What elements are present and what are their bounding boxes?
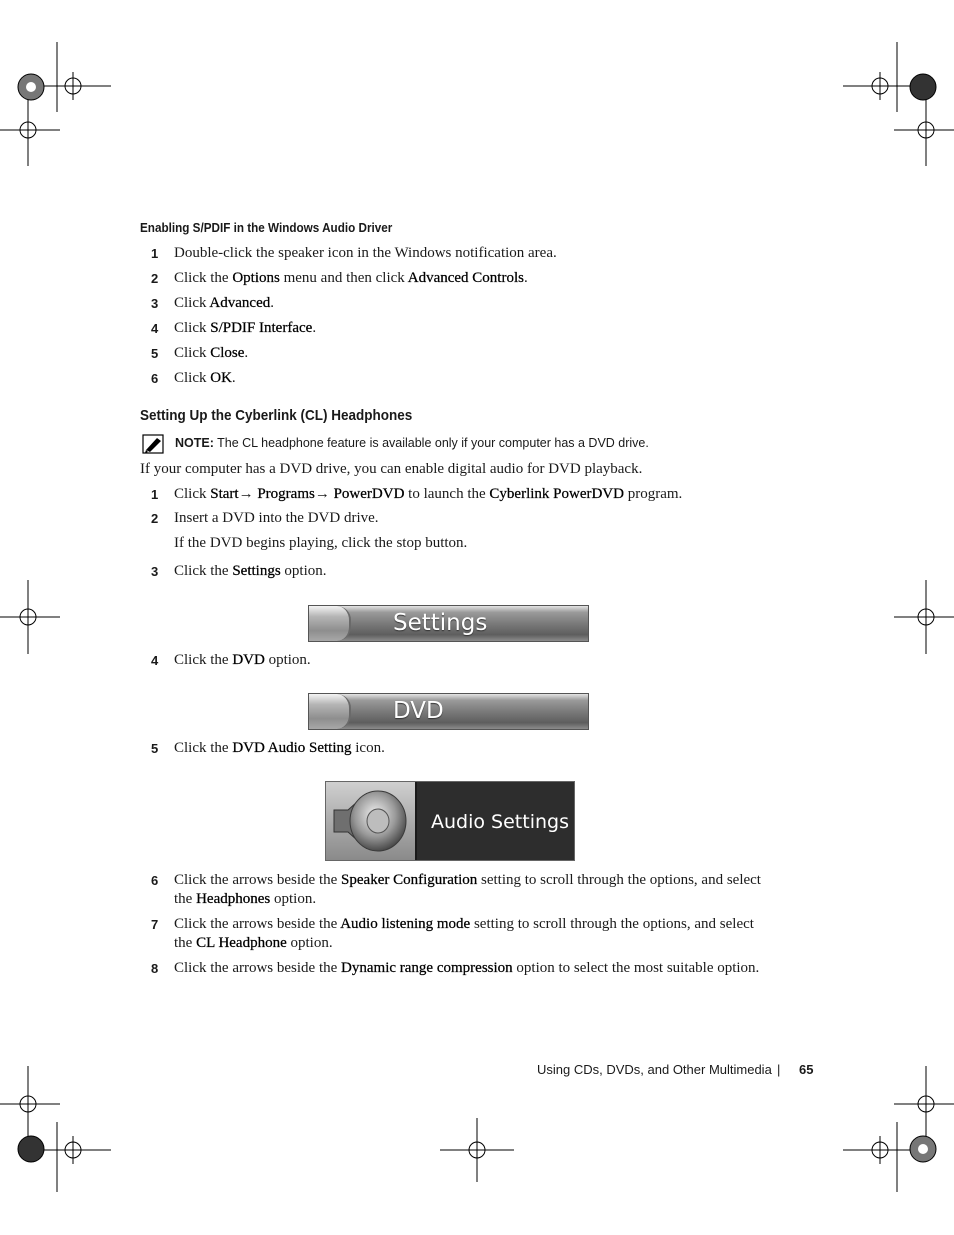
step-number: 3 bbox=[151, 296, 159, 311]
section-heading-headphones: Setting Up the Cyberlink (CL) Headphones bbox=[140, 407, 413, 424]
step-text bbox=[174, 509, 764, 528]
footer-chapter: Using CDs, DVDs, and Other Multimedia bbox=[537, 1062, 772, 1077]
ui-term: Headphones bbox=[196, 891, 271, 907]
step-text-run: → bbox=[314, 486, 334, 502]
step-text-run: option to select the most suitable option. bbox=[512, 960, 760, 976]
ui-term: Programs bbox=[257, 486, 315, 502]
section-heading-spdif: Enabling S/PDIF in the Windows Audio Driver bbox=[140, 220, 393, 235]
step-text-run: Click the bbox=[174, 270, 233, 286]
note-pencil-icon bbox=[142, 434, 164, 454]
ui-term: PowerDVD bbox=[333, 486, 405, 502]
step-text-run: Click bbox=[174, 370, 211, 386]
step-text bbox=[174, 959, 764, 978]
step-text-run: Click bbox=[174, 486, 211, 502]
step-text bbox=[174, 739, 764, 758]
step-number: 7 bbox=[151, 917, 159, 932]
ui-term: DVD Audio Setting bbox=[232, 740, 352, 756]
page-number: 65 bbox=[799, 1062, 814, 1077]
step-text-run: → bbox=[238, 486, 258, 502]
dvd-label: DVD bbox=[393, 698, 444, 724]
step-text bbox=[174, 915, 764, 953]
ui-term: Dynamic range compression bbox=[341, 960, 513, 976]
step-text-run: . bbox=[231, 370, 236, 386]
step-text-run: . bbox=[244, 345, 249, 361]
step-text bbox=[174, 534, 764, 553]
ui-term: Advanced Controls bbox=[407, 270, 524, 286]
step-number: 6 bbox=[151, 371, 159, 386]
step-text bbox=[174, 344, 764, 363]
step-text-run: Click the bbox=[174, 563, 233, 579]
ui-term: Speaker Configuration bbox=[341, 872, 478, 888]
step-text-run: Click the arrows beside the bbox=[174, 916, 341, 932]
step-text-run: Double-click the speaker icon in the Windows notification area. bbox=[174, 245, 557, 261]
step-number: 4 bbox=[151, 321, 159, 336]
dvd-button-image bbox=[308, 693, 589, 730]
ui-term: OK bbox=[210, 370, 232, 386]
step-text bbox=[174, 485, 764, 504]
step-number: 4 bbox=[151, 653, 159, 668]
step-text bbox=[174, 294, 764, 313]
note-text: NOTE: The CL headphone feature is available only if your computer has a DVD drive. bbox=[175, 436, 649, 450]
step-text bbox=[174, 651, 764, 670]
step-text-run: option. bbox=[270, 891, 317, 907]
settings-label: Settings bbox=[393, 610, 488, 636]
step-text-run: Insert a DVD into the DVD drive. bbox=[174, 510, 379, 526]
step-number: 3 bbox=[151, 564, 159, 579]
ui-term: S/PDIF Interface bbox=[210, 320, 313, 336]
ui-term: Options bbox=[232, 270, 280, 286]
step-text-run: menu and then click bbox=[279, 270, 408, 286]
ui-term: CL Headphone bbox=[196, 935, 287, 951]
step-text-run: Click the bbox=[174, 652, 233, 668]
step-text-run: Click the arrows beside the bbox=[174, 872, 342, 888]
step-text-run: . bbox=[523, 270, 528, 286]
step-text-run: Click the bbox=[174, 740, 233, 756]
step-number: 5 bbox=[151, 741, 159, 756]
step-number: 1 bbox=[151, 487, 159, 502]
ui-term: Settings bbox=[232, 563, 281, 579]
step-number: 1 bbox=[151, 246, 159, 261]
audio-settings-label: Audio Settings bbox=[431, 811, 569, 833]
step-text bbox=[174, 319, 764, 338]
step-text bbox=[174, 562, 764, 581]
ui-term: Cyberlink PowerDVD bbox=[489, 486, 624, 502]
step-text-run: Click bbox=[174, 345, 211, 361]
step-text-run: option. bbox=[286, 935, 333, 951]
step-text-run: program. bbox=[623, 486, 683, 502]
step-text-run: . bbox=[270, 295, 274, 311]
step-number: 6 bbox=[151, 873, 159, 888]
step-text-run: option. bbox=[264, 652, 311, 668]
step-text bbox=[174, 369, 764, 388]
ui-term: Audio listening mode bbox=[340, 916, 471, 932]
step-text bbox=[174, 244, 764, 263]
step-number: 5 bbox=[151, 346, 159, 361]
step-text bbox=[174, 871, 764, 909]
step-text-run: Click the arrows beside the bbox=[174, 960, 342, 976]
step-number: 8 bbox=[151, 961, 159, 976]
step-text-run: Click bbox=[174, 320, 211, 336]
audio-settings-image bbox=[325, 781, 575, 861]
step-text-run: setting to scroll through the options, and select the bbox=[174, 872, 761, 907]
step-text bbox=[174, 269, 764, 288]
ui-term: DVD bbox=[232, 652, 265, 668]
step-text-run: to launch the bbox=[404, 486, 490, 502]
step-text-run: icon. bbox=[351, 740, 385, 756]
footer-separator: | bbox=[777, 1062, 781, 1077]
speaker-icon bbox=[326, 782, 415, 860]
step-text-run: Click bbox=[174, 295, 210, 311]
step-text-run: setting to scroll through the options, and select the bbox=[174, 916, 754, 951]
step-text-run: option. bbox=[280, 563, 327, 579]
ui-term: Start bbox=[210, 486, 239, 502]
settings-button-image bbox=[308, 605, 589, 642]
step-number: 2 bbox=[151, 511, 159, 526]
ui-term: Advanced bbox=[209, 295, 271, 311]
step-text-run: If the DVD begins playing, click the stop button. bbox=[174, 535, 468, 551]
ui-term: Close bbox=[210, 345, 245, 361]
intro-paragraph: If your computer has a DVD drive, you can enable digital audio for DVD playback. bbox=[140, 461, 643, 477]
step-number: 2 bbox=[151, 271, 159, 286]
step-text-run: . bbox=[312, 320, 317, 336]
